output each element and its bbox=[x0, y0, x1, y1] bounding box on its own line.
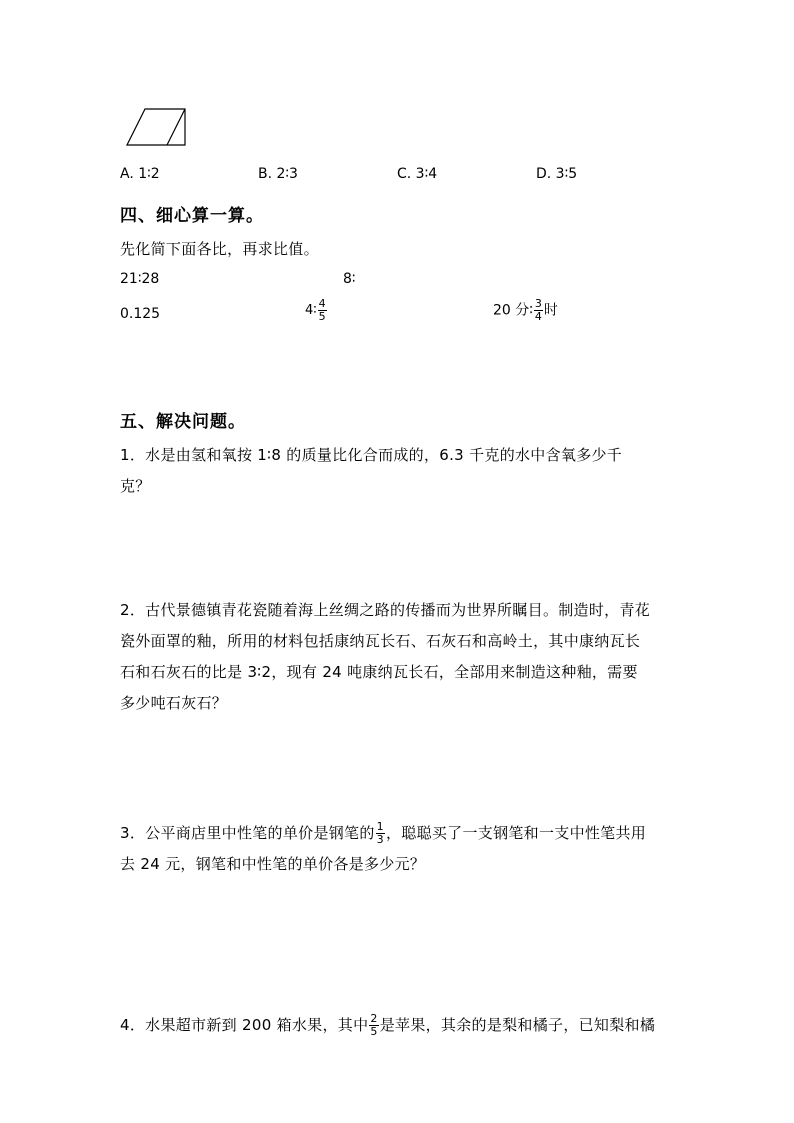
question-3-fraction bbox=[376, 821, 385, 846]
option-a: A. 1∶2 bbox=[120, 166, 160, 182]
question-1-line: 克？ bbox=[120, 477, 151, 495]
question-4-fraction-denominator: 5 bbox=[370, 1025, 378, 1038]
parallelogram-inner-line bbox=[167, 109, 185, 145]
question-1-line: 1．水是由氢和氧按 1∶8 的质量比化合而成的，6.3 千克的水中含氧多少千 bbox=[120, 446, 623, 464]
question-4 bbox=[120, 1010, 680, 1041]
question-3-line-2: 去 24 元，钢笔和中性笔的单价各是多少元？ bbox=[120, 855, 426, 873]
item5-fraction bbox=[534, 298, 543, 323]
question-3-line-1 bbox=[120, 818, 680, 849]
section4-item-2: 8∶ bbox=[343, 271, 356, 287]
question-3-prefix: 3．公平商店里中性笔的单价是钢笔的 bbox=[120, 824, 375, 842]
question-1 bbox=[120, 440, 680, 502]
question-4-prefix: 4．水果超市新到 200 箱水果，其中 bbox=[120, 1016, 369, 1034]
item5-fraction-denominator: 4 bbox=[534, 310, 542, 323]
question-2-line: 石和石灰石的比是 3∶2，现有 24 吨康纳瓦长石，全部用来制造这种釉，需要 bbox=[120, 663, 638, 681]
option-b: B. 2∶3 bbox=[258, 166, 298, 182]
item5-fraction-numerator: 3 bbox=[534, 297, 542, 310]
item4-fraction-denominator: 5 bbox=[318, 310, 326, 323]
item4-prefix: 4∶ bbox=[305, 303, 317, 318]
option-d: D. 3∶5 bbox=[536, 166, 578, 182]
question-3 bbox=[120, 818, 680, 880]
item5-prefix: 20 分∶ bbox=[493, 302, 533, 319]
section4-item-3: 0.125 bbox=[120, 306, 161, 322]
section4-item-5 bbox=[493, 298, 558, 323]
question-4-line-1 bbox=[120, 1010, 680, 1041]
item5-suffix: 时 bbox=[543, 302, 558, 319]
question-2-line: 多少吨石灰石？ bbox=[120, 694, 228, 712]
question-3-fraction-denominator: 3 bbox=[376, 833, 384, 846]
item4-fraction-numerator: 4 bbox=[318, 297, 326, 310]
question-4-fraction bbox=[369, 1013, 378, 1038]
section5-heading: 五、解决问题。 bbox=[120, 412, 246, 432]
parallelogram-figure bbox=[124, 106, 188, 148]
section4-item-1: 21∶28 bbox=[120, 271, 160, 287]
question-2-line: 瓷外面罩的釉，所用的材料包括康纳瓦长石、石灰石和高岭土，其中康纳瓦长 bbox=[120, 632, 641, 650]
question-2-line: 2．古代景德镇青花瓷随着海上丝绸之路的传播而为世界所瞩目。制造时，青花 bbox=[120, 601, 651, 619]
section4-item-4 bbox=[305, 298, 328, 323]
question-2 bbox=[120, 595, 680, 719]
item4-fraction bbox=[318, 298, 327, 323]
question-4-suffix: 是苹果，其余的是梨和橘子，已知梨和橘 bbox=[379, 1016, 656, 1034]
question-3-fraction-numerator: 1 bbox=[376, 820, 384, 833]
option-c: C. 3∶4 bbox=[397, 166, 438, 182]
question-4-fraction-numerator: 2 bbox=[370, 1012, 378, 1025]
question-3-suffix: ，聪聪买了一支钢笔和一支中性笔共用 bbox=[385, 824, 647, 842]
section4-instruction: 先化简下面各比，再求比值。 bbox=[120, 240, 319, 258]
section4-heading: 四、细心算一算。 bbox=[120, 206, 264, 226]
